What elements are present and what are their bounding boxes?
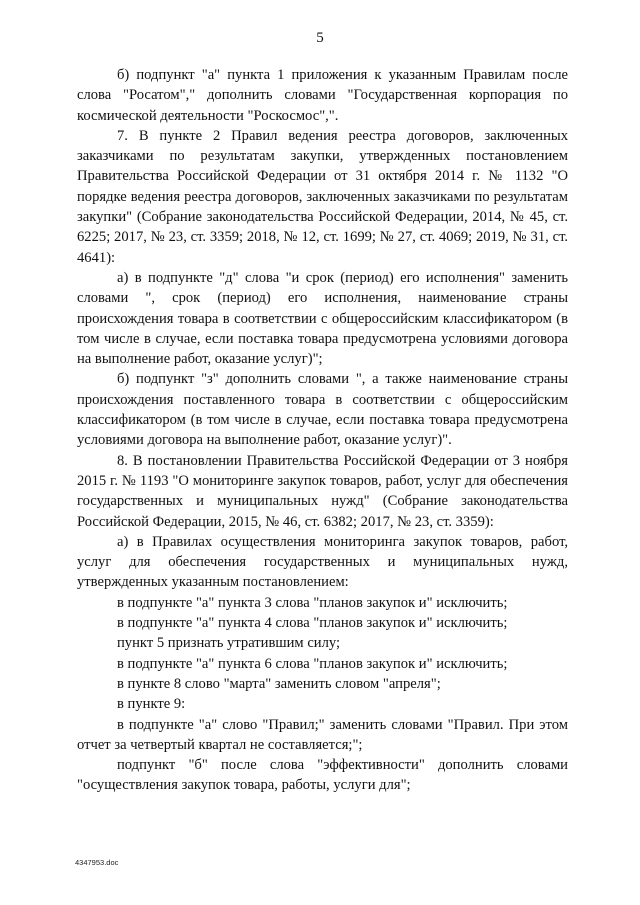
paragraph-point-6: в подпункте "а" пункта 6 слова "планов закупок и" исключить; [117,655,508,672]
paragraph-point-9b: подпункт "б" после слова "эффективности" дополнить словами "осуществления закупок товара, работы, услуги для"; [77,757,568,794]
paragraph-point-9: в пункте 9: [117,696,186,713]
paragraph-item-7: 7. В пункте 2 Правил ведения реестра договоров, заключенных заказчиками по результатам закупки, утвержденных постановлением Правительства Российской Федерации от 31 октября 2014 г. № 1132 "О порядке ведения реестра договоров, заключенных заказчиками по результатам закупки" (Собрание законодательства Российской Федерации, 2014, № 45, ст. 6225; 2017, № 23, ст. 3359; 2018, № 12, ст. 1699; № 27, ст. 4069; 2019, № 31, ст. 4641): [77,127,568,266]
paragraph-item-8a: а) в Правилах осуществления мониторинга закупок товаров, работ, услуг для обеспечения государственных и муниципальных нужд, утвержденных указанным постановлением: [77,533,568,591]
document-body [77,65,568,796]
paragraph-item-8: 8. В постановлении Правительства Российской Федерации от 3 ноября 2015 г. № 1193 "О мониторинге закупок товаров, работ, услуг для обеспечения государственных и муниципальных нужд" (Собрание законодательства Российской Федерации, 2015, № 46, ст. 6382; 2017, № 23, ст. 3359): [77,452,568,530]
paragraph-point-3: в подпункте "а" пункта 3 слова "планов закупок и" исключить; [117,594,508,611]
document-footer-id: 4347953.doc [75,858,119,867]
paragraph-point-9a: в подпункте "а" слово "Правил;" заменить словами "Правил. При этом отчет за четвертый квартал не составляется;"; [77,716,568,753]
page-number: 5 [316,30,324,46]
paragraph-point-8: в пункте 8 слово "марта" заменить словом "апреля"; [117,675,441,692]
paragraph-item-7b: б) подпункт "з" дополнить словами ", а также наименование страны происхождения поставленного товара в соответствии с общероссийским классификатором (в том числе в случае, если поставка товара предусмотрена условиями договора на выполнение работ, оказание услуг)". [77,371,568,449]
paragraph-item-7a: а) в подпункте "д" слова "и срок (период) его исполнения" заменить словами ", срок (период) его исполнения, наименование страны происхождения товара в соответствии с общероссийским классификатором (в том числе в случае, если поставка товара предусмотрена условиями договора на выполнение работ, оказание услуг)"; [77,269,568,368]
paragraph-point-5: пункт 5 признать утратившим силу; [117,635,341,652]
paragraph-point-4: в подпункте "а" пункта 4 слова "планов закупок и" исключить; [117,615,508,632]
paragraph-amend-b: б) подпункт "а" пункта 1 приложения к указанным Правилам после слова "Росатом"," дополнить словами "Государственная корпорация по космической деятельности "Роскосмос",". [77,67,568,124]
